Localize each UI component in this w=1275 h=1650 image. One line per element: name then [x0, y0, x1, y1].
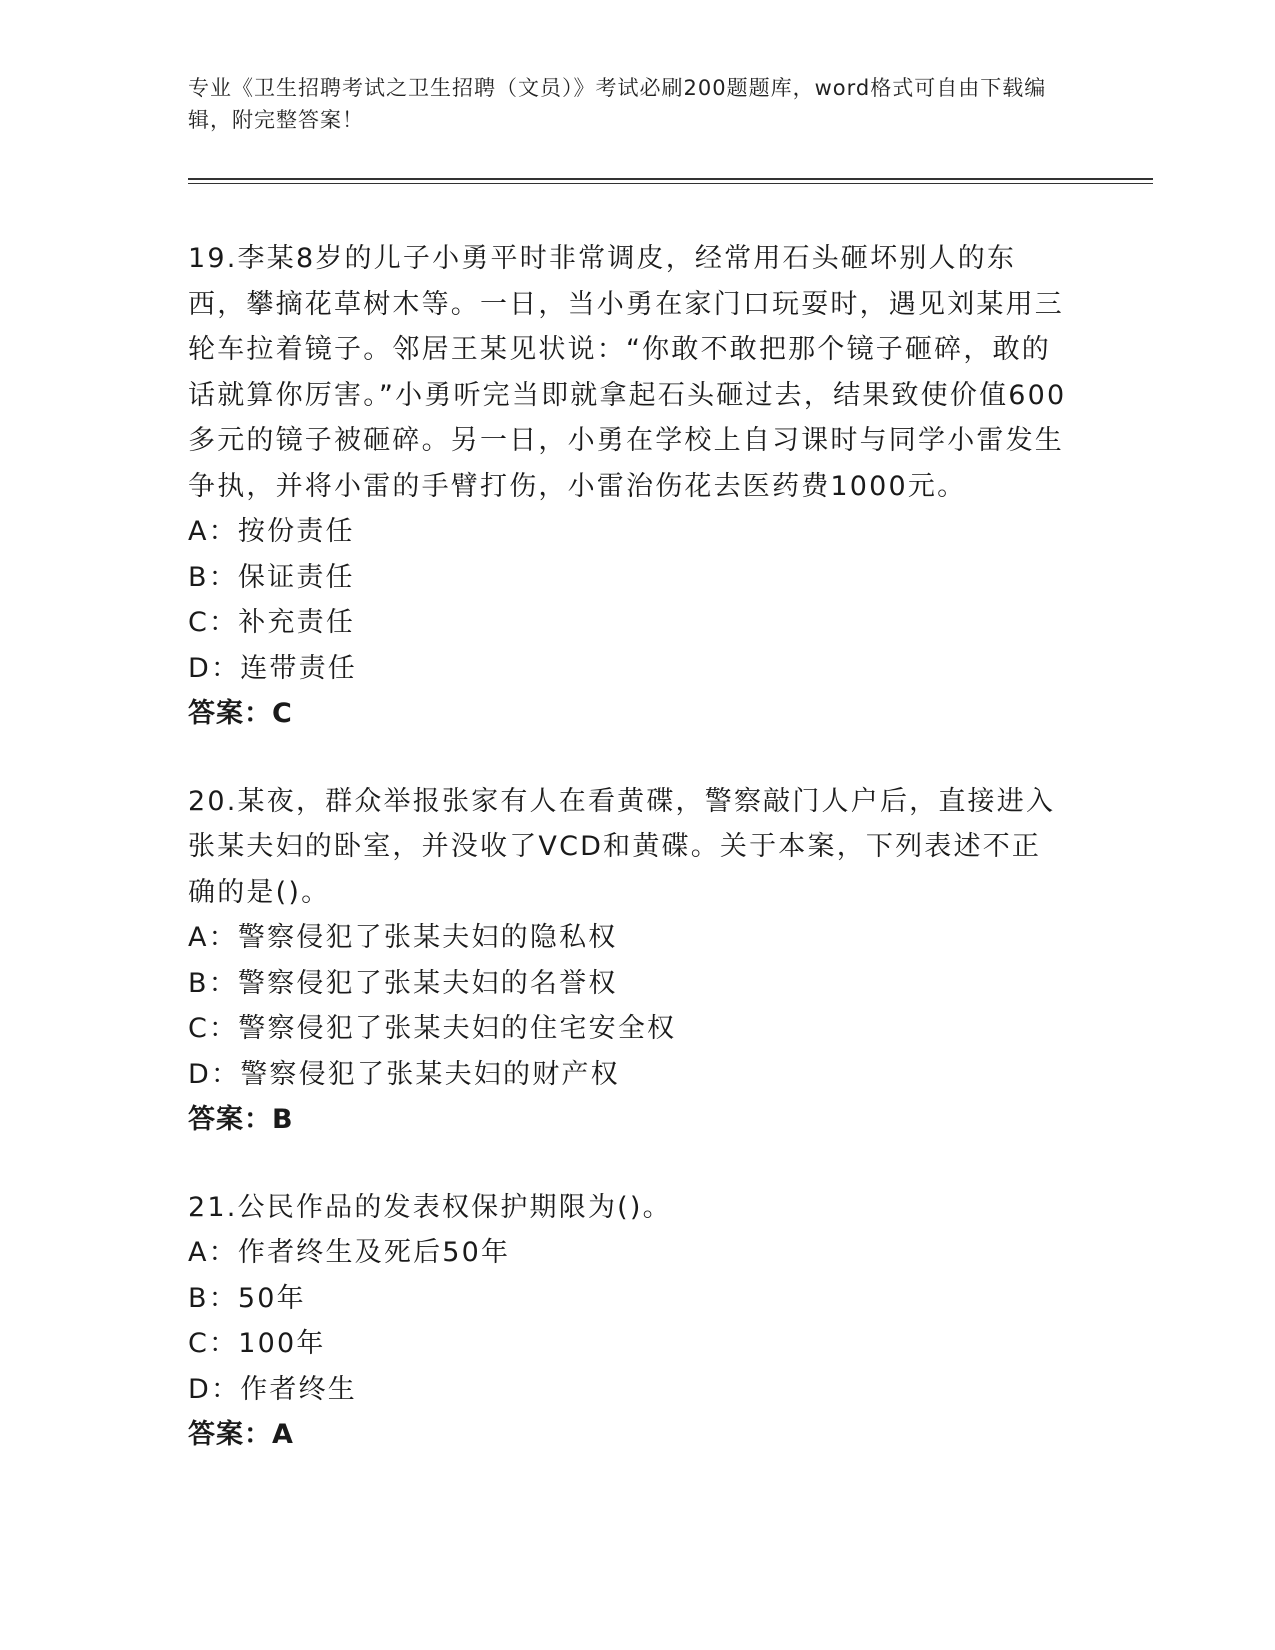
option-c: C：警察侵犯了张某夫妇的住宅安全权: [188, 1013, 677, 1044]
option-d: D：作者终生: [188, 1373, 357, 1405]
question-21: [188, 1185, 1068, 1458]
question-19: [188, 236, 1068, 737]
option-c: C：100年: [188, 1328, 326, 1359]
option-b: B：保证责任: [188, 561, 355, 593]
question-stem: 21.公民作品的发表权保护期限为()。: [188, 1191, 672, 1223]
question-stem: 20.某夜，群众举报张家有人在看黄碟，警察敲门人户后，直接进入张某夫妇的卧室，并没收了VCD和黄碟。关于本案，下列表述不正确的是()。: [188, 785, 1056, 908]
option-a: A：按份责任: [188, 516, 355, 547]
document-header: 专业《卫生招聘考试之卫生招聘（文员）》考试必刷200题题库，word格式可自由下载编辑，附完整答案！: [188, 76, 1047, 132]
option-b: B：50年: [188, 1282, 306, 1314]
option-c: C：补充责任: [188, 607, 356, 638]
option-d: D：警察侵犯了张某夫妇的财产权: [188, 1058, 620, 1090]
option-a: A：作者终生及死后50年: [188, 1237, 511, 1268]
option-b: B：警察侵犯了张某夫妇的名誉权: [188, 967, 618, 999]
option-d: D：连带责任: [188, 652, 357, 684]
question-list: [188, 236, 1068, 1500]
answer: 答案：C: [188, 698, 293, 729]
answer: 答案：B: [188, 1104, 294, 1135]
answer: 答案：A: [188, 1419, 294, 1450]
question-stem: 19.李某8岁的儿子小勇平时非常调皮，经常用石头砸坏别人的东西，攀摘花草树木等。一日，当小勇在家门口玩耍时，遇见刘某用三轮车拉着镜子。邻居王某见状说：“你敢不敢把那个镜子砸碎，敢的话就算你厉害。”小勇听完当即就拿起石头砸过去，结果致使价值600多元的镜子被砸碎。另一日，小勇在学校上自习课时与同学小雷发生争执，并将小雷的手臂打伤，小雷治伤花去医药费1000元。: [188, 243, 1067, 502]
option-a: A：警察侵犯了张某夫妇的隐私权: [188, 922, 618, 953]
header-divider-bottom: [188, 183, 1153, 184]
question-20: [188, 779, 1068, 1143]
header-divider-top: [188, 178, 1153, 180]
